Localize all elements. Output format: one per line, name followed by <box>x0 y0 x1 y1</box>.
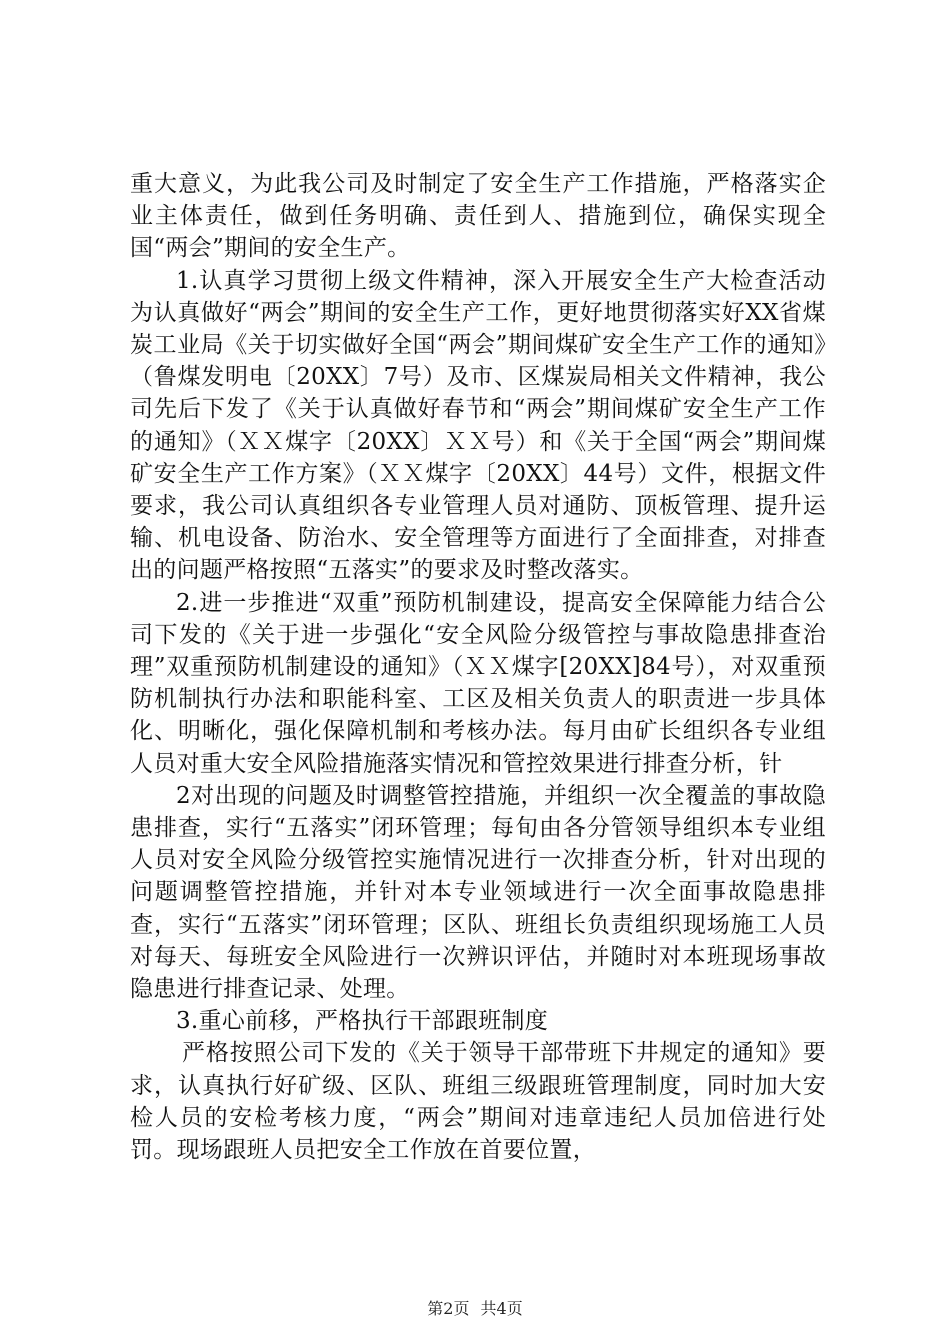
paragraph-section-3-body: 严格按照公司下发的《关于领导干部带班下井规定的通知》要求，认真执行好矿级、区队、班组三级跟班管理制度，同时加大安检人员的安检考核力度，“两会”期间对违章违纪人员加倍进行处罚。现场跟班人员把安全工作放在首要位置， <box>130 1040 826 1164</box>
paragraph-section-2-continued: 2对出现的问题及时调整管控措施，并组织一次全覆盖的事故隐患排查，实行“五落实”闭环管理；每旬由各分管领导组织本专业组人员对安全风险分级管控实施情况进行一次排查分析，针对出现的问题调整管控措施，并针对本专业领域进行一次全面事故隐患排查，实行“五落实”闭环管理；区队、班组长负责组织现场施工人员对每天、每班安全风险进行一次辨识评估，并随时对本班现场事故隐患进行排查记录、处理。 <box>130 782 826 1003</box>
page-number: 第2页 <box>427 1299 470 1318</box>
body-text <box>130 168 826 1166</box>
page-total: 共4页 <box>480 1299 523 1318</box>
paragraph-section-2: 2.进一步推进“双重”预防机制建设，提高安全保障能力结合公司下发的《关于进一步强化“安全风险分级管控与事故隐患排查治理”双重预防机制建设的通知》（ＸＸ煤字[20XX]84号），对双重预防机制执行办法和职能科室、工区及相关负责人的职责进一步具体化、明晰化，强化保障机制和考核办法。每月由矿长组织各专业组人员对重大安全风险措施落实情况和管控效果进行排查分析，针 <box>130 589 826 777</box>
page-footer <box>0 1299 950 1319</box>
paragraph-intro: 重大意义，为此我公司及时制定了安全生产工作措施，严格落实企业主体责任，做到任务明确、责任到人、措施到位，确保实现全国“两会”期间的安全生产。 <box>130 171 826 262</box>
paragraph-section-3-heading: 3.重心前移，严格执行干部跟班制度 <box>176 1008 549 1035</box>
paragraph-section-1: 1.认真学习贯彻上级文件精神，深入开展安全生产大检查活动为认真做好“两会”期间的安全生产工作，更好地贯彻落实好XX省煤炭工业局《关于切实做好全国“两会”期间煤矿安全生产工作的通知》（鲁煤发明电〔20XX〕7号）及市、区煤炭局相关文件精神，我公司先后下发了《关于认真做好春节和“两会”期间煤矿安全生产工作的通知》（ＸＸ煤字〔20XX〕ＸＸ号）和《关于全国“两会”期间煤矿安全生产工作方案》（ＸＸ煤字〔20XX〕44号）文件，根据文件要求，我公司认真组织各专业管理人员对通防、顶板管理、提升运输、机电设备、防治水、安全管理等方面进行了全面排查，对排查出的问题严格按照“五落实”的要求及时整改落实。 <box>130 267 826 584</box>
